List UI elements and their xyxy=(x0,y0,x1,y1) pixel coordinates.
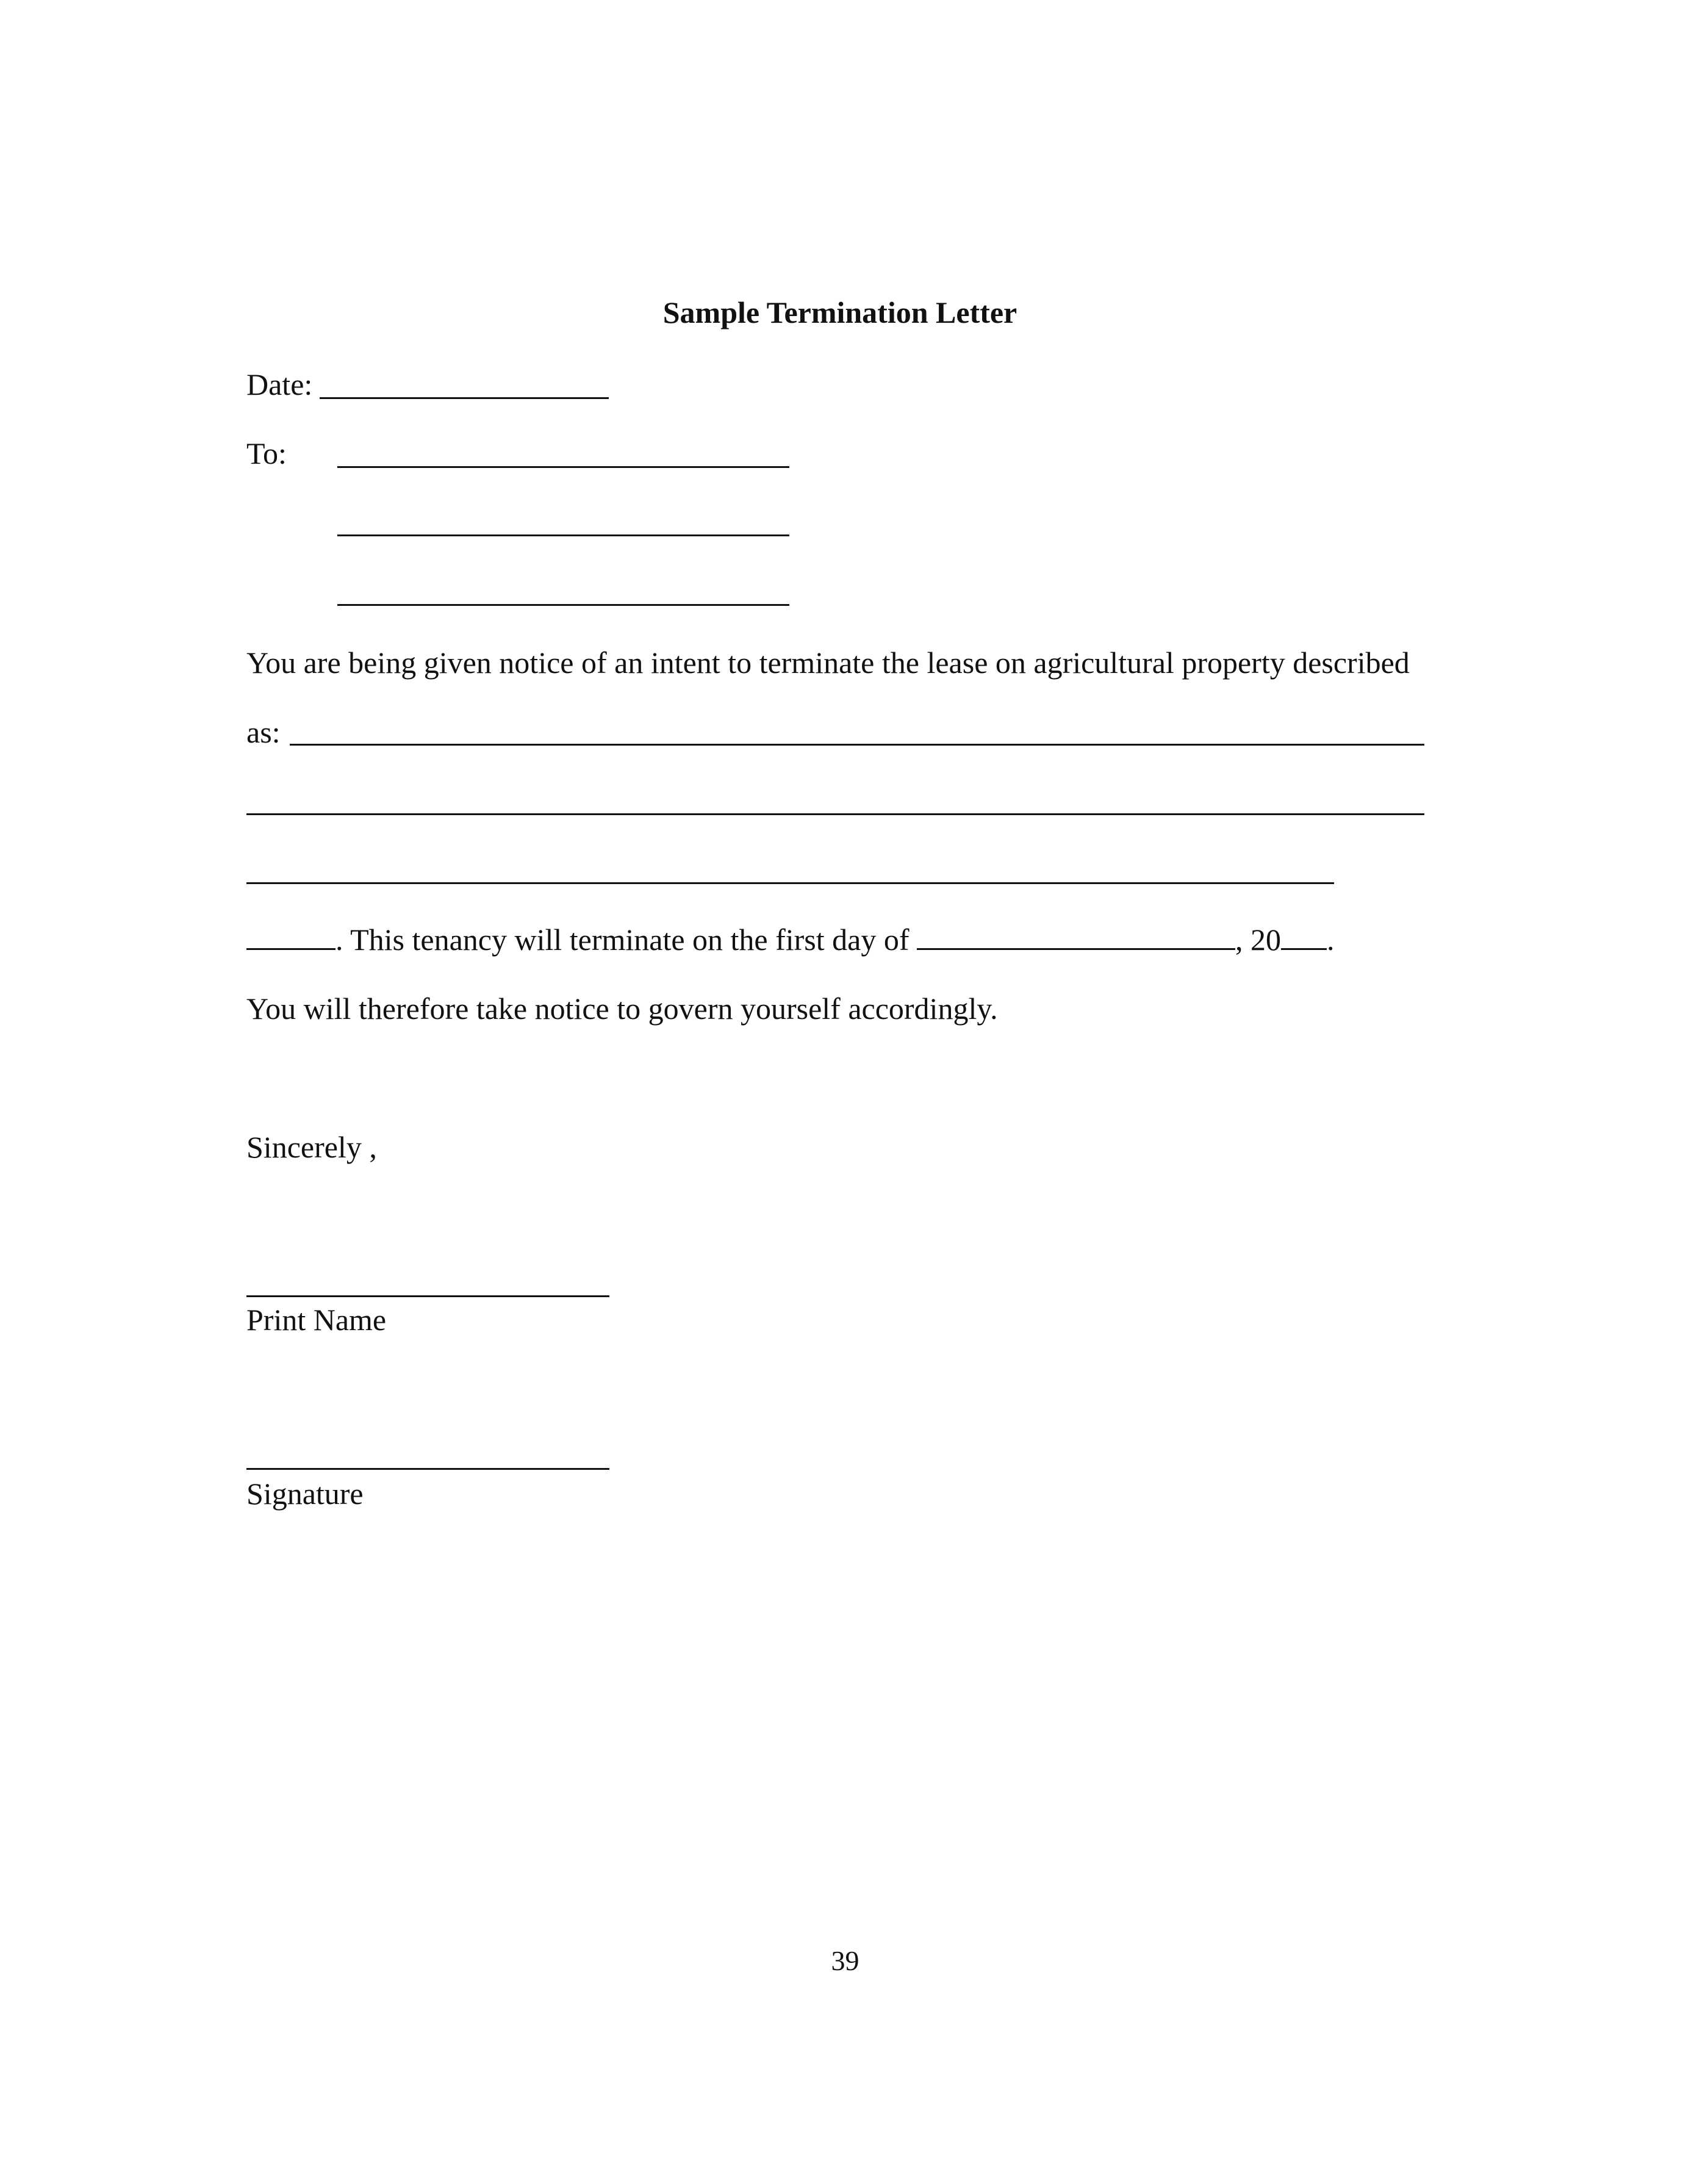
to-label: To: xyxy=(246,436,287,470)
termination-year-field[interactable] xyxy=(1281,921,1327,950)
page-number: 39 xyxy=(831,1945,859,1976)
termination-line xyxy=(246,921,1335,958)
to-field-line-1[interactable] xyxy=(337,466,789,468)
notice-text: You are being given notice of an intent to terminate the lease on agricultural property described xyxy=(246,646,1410,680)
to-line xyxy=(246,435,287,472)
termination-date-field[interactable] xyxy=(917,921,1235,950)
year-suffix: . xyxy=(1327,923,1335,957)
to-field-line-3[interactable] xyxy=(337,604,789,606)
page-title: Sample Termination Letter xyxy=(662,295,1017,329)
govern-text: You will therefore take notice to govern yourself accordingly. xyxy=(246,991,998,1026)
signature-label: Signature xyxy=(246,1477,364,1511)
as-line xyxy=(246,714,281,750)
year-prefix: , 20 xyxy=(1235,923,1282,957)
closing-text: Sincerely , xyxy=(246,1130,377,1164)
as-label: as: xyxy=(246,715,281,749)
date-label: Date: xyxy=(246,367,313,401)
property-description-line-2[interactable] xyxy=(246,813,1424,815)
termination-text: . This tenancy will terminate on the first day of xyxy=(336,923,910,957)
print-name-field[interactable] xyxy=(246,1295,609,1297)
date-field[interactable] xyxy=(320,397,609,399)
signature-field[interactable] xyxy=(246,1468,609,1470)
to-field-line-2[interactable] xyxy=(337,534,789,536)
date-line xyxy=(246,366,312,403)
property-description-end-blank[interactable] xyxy=(246,921,336,950)
property-description-line-1[interactable] xyxy=(290,744,1424,746)
print-name-label: Print Name xyxy=(246,1303,387,1337)
property-description-line-3[interactable] xyxy=(246,882,1334,884)
